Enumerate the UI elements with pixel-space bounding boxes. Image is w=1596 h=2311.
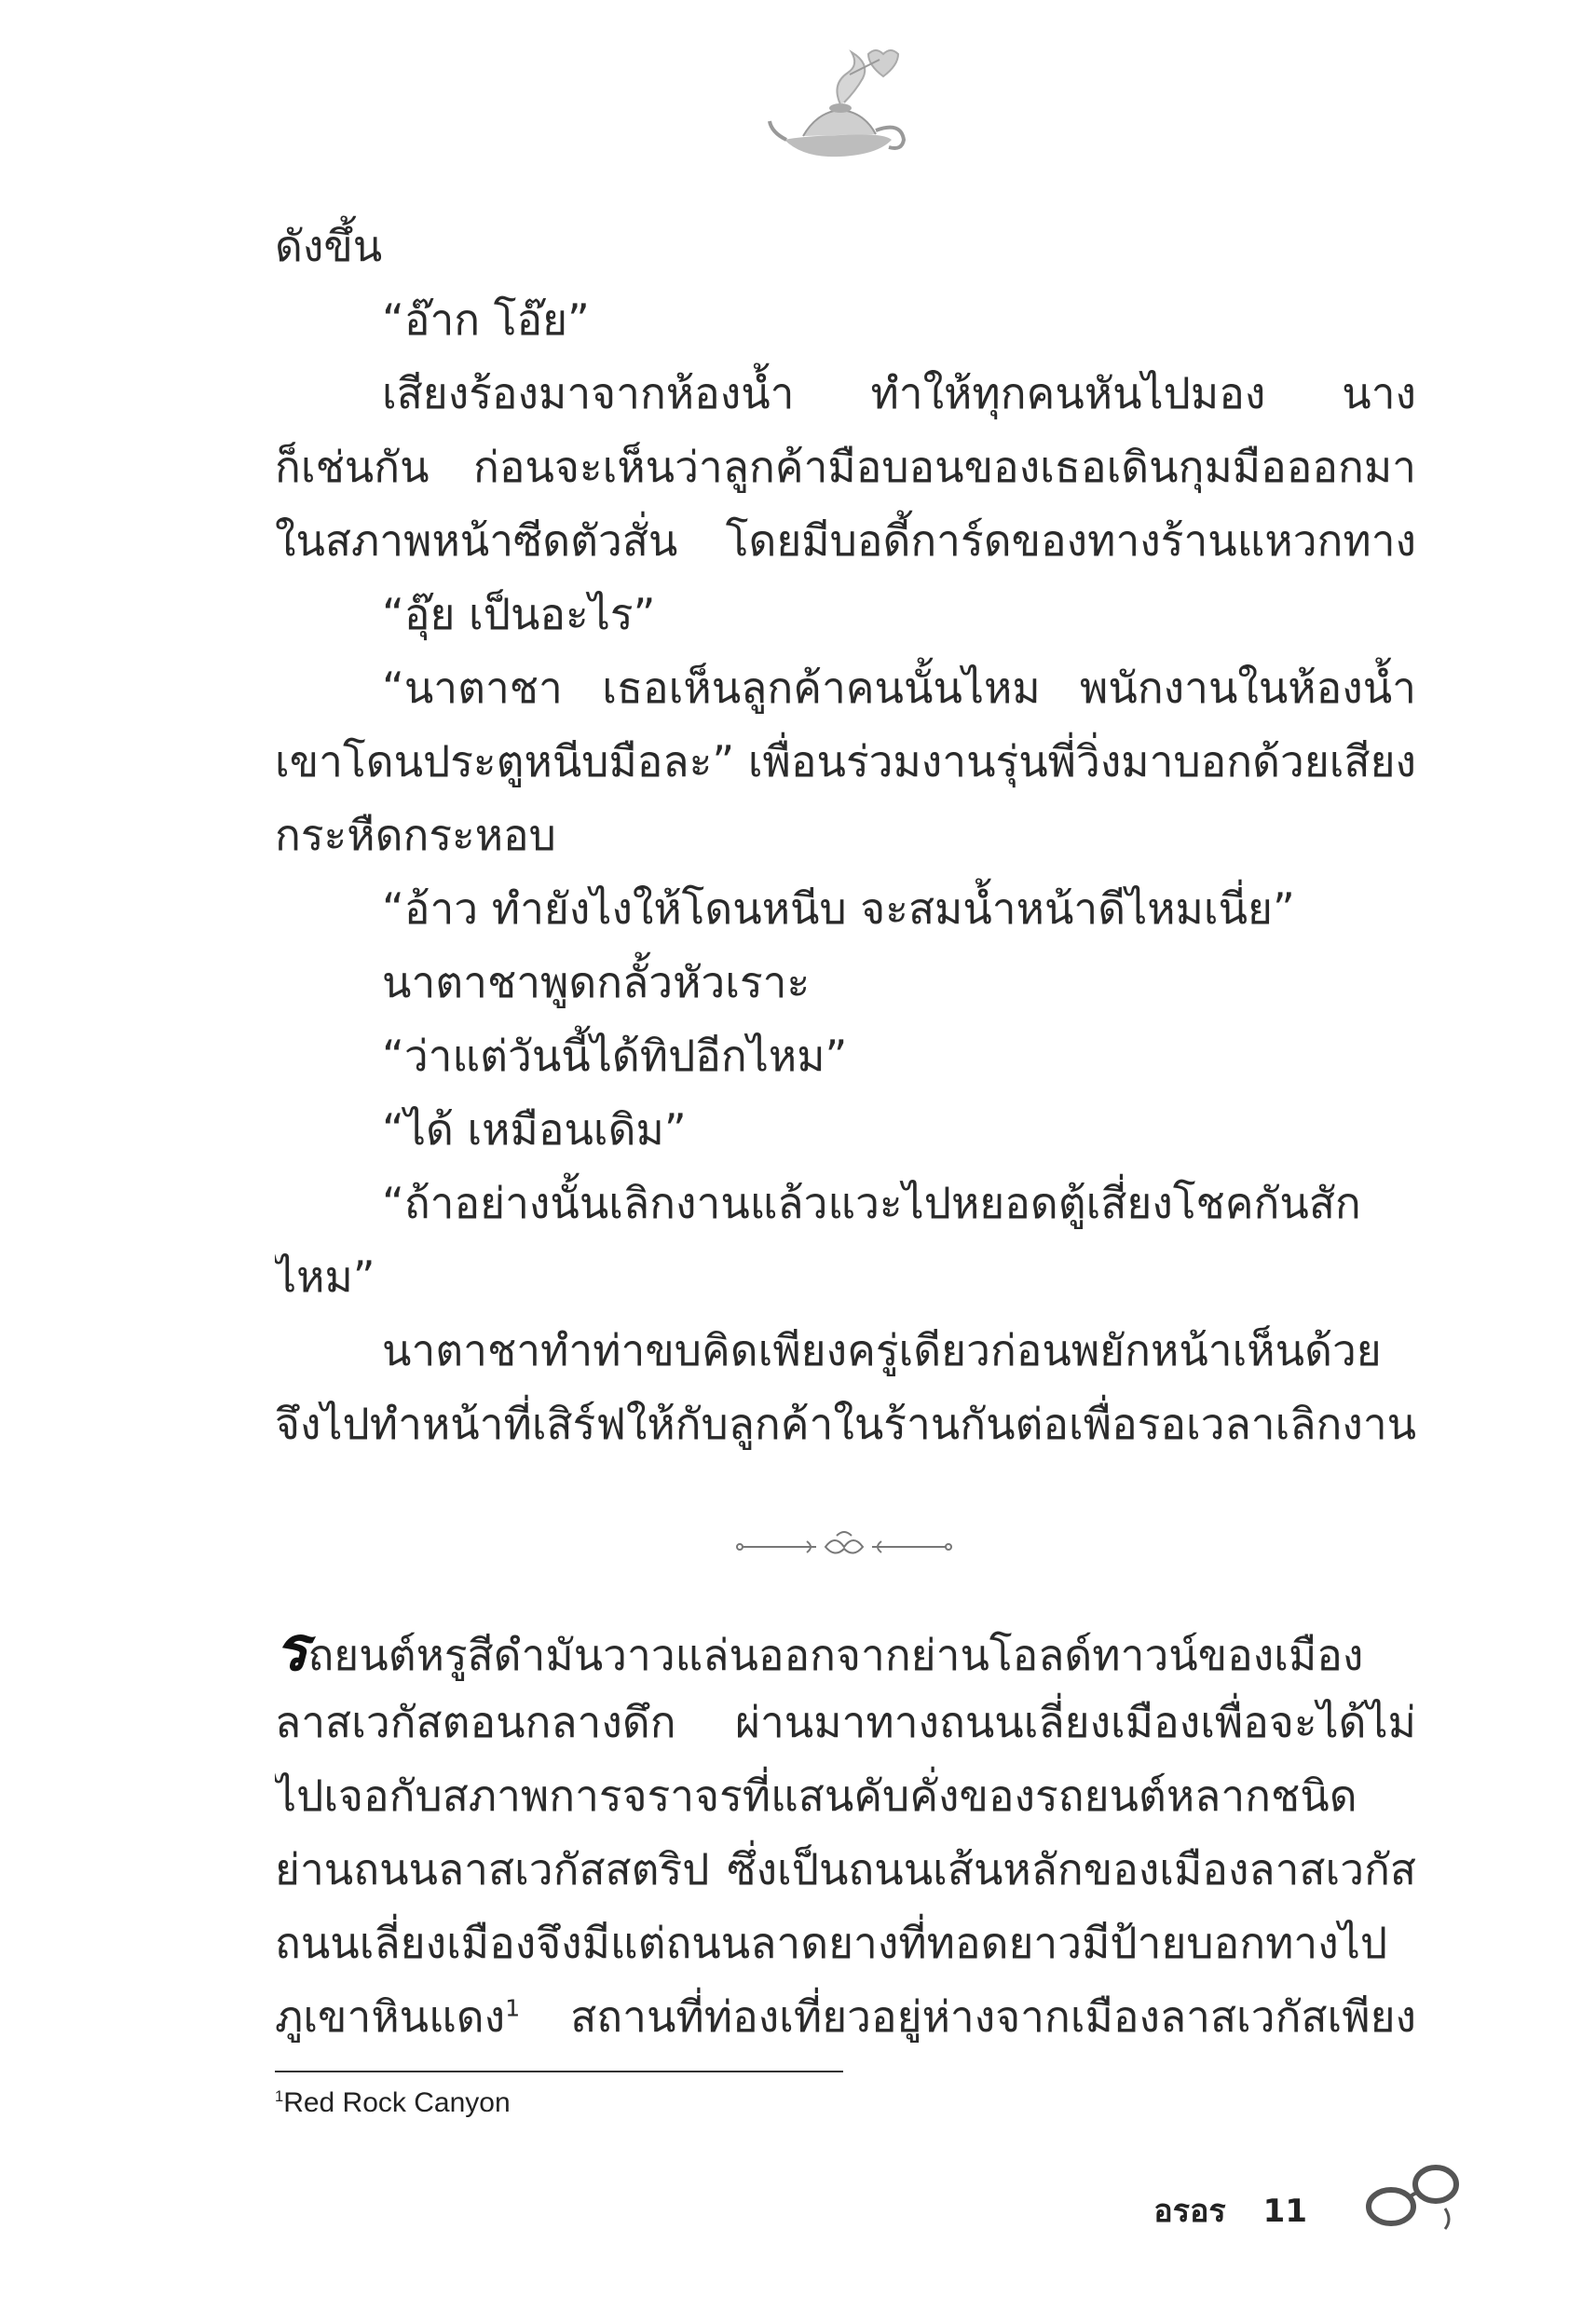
- drop-cap: ร: [275, 1612, 308, 1685]
- page-footer: [1153, 2185, 1307, 2236]
- page-number: 11: [1262, 2193, 1307, 2230]
- body-text-top: [275, 210, 1416, 1461]
- text-line: “ถ้าอย่างนั้นเลิกงานแล้วแวะไปหยอดตู้เสี่ยงโชคกันสัก: [382, 1178, 1361, 1228]
- text-line: “อ๊าก โอ๊ย”: [382, 294, 590, 345]
- ornamental-divider-icon: [732, 1528, 956, 1566]
- text-line: ย่านถนนลาสเวกัสสตริป ซึ่งเป็นถนนเส้นหลักของเมืองลาสเวกัส: [275, 1844, 1416, 1894]
- text-line: ลาสเวกัสตอนกลางดึก ผ่านมาทางถนนเลี่ยงเมืองเพื่อจะได้ไม่: [275, 1697, 1416, 1747]
- text-line: ถนนเลี่ยงเมืองจึงมีแต่ถนนลาดยางที่ทอดยาวมีป้ายบอกทางไป: [275, 1918, 1388, 1968]
- text-line: ในสภาพหน้าซีดตัวสั่น โดยมีบอดี้การ์ดของทางร้านแหวกทาง: [275, 515, 1416, 566]
- text-line: “นาตาชา เธอเห็นลูกค้าคนนั้นไหม พนักงานในห้องน้ำ: [382, 663, 1416, 713]
- footnote-text: Red Rock Canyon: [283, 2087, 511, 2118]
- text-line: นาตาชาพูดกลั้วหัวเราะ: [382, 957, 811, 1007]
- text-line: ภูเขาหินแดง$^1$ สถานที่ท่องเที่ยวอยู่ห่างจากเมืองลาสเวกัสเพียง: [275, 1991, 1416, 2042]
- body-text-section-2: [275, 1612, 1416, 2054]
- text-line: นาตาชาทำท่าขบคิดเพียงครู่เดียวก่อนพยักหน้าเห็นด้วย: [382, 1325, 1382, 1375]
- text-line: เขาโดนประตูหนีบมือละ” เพื่อนร่วมงานรุ่นพี่วิ่งมาบอกด้วยเสียง: [275, 736, 1416, 786]
- text-line: กระหืดกระหอบ: [275, 810, 556, 860]
- text-line: เสียงร้องมาจากห้องน้ำ ทำให้ทุกคนหันไปมอง นาง: [382, 368, 1416, 418]
- text-line: ไหม”: [275, 1251, 375, 1302]
- text-line: “ว่าแต่วันนี้ได้ทิปอีกไหม”: [382, 1031, 848, 1081]
- footnote-divider: [275, 2071, 843, 2072]
- footnote-ref[interactable]: 1: [505, 1994, 521, 2022]
- text-line: จึงไปทำหน้าที่เสิร์ฟให้กับลูกค้าในร้านกันต่อเพื่อรอเวลาเลิกงาน: [275, 1399, 1416, 1449]
- magic-lamp-ornament-icon: [766, 47, 915, 168]
- text-line: “ได้ เหมือนเดิม”: [382, 1104, 687, 1155]
- text-line: ไปเจอกับสภาพการจราจรที่แสนคับคั่งของรถยนต์หลากชนิด: [275, 1771, 1357, 1821]
- book-title: อรอร: [1153, 2193, 1226, 2230]
- handcuffs-icon: [1356, 2153, 1467, 2236]
- text-line: ก็เช่นกัน ก่อนจะเห็นว่าลูกค้ามือบอนของเธอเดินกุมมือออกมา: [275, 442, 1416, 492]
- footnote-marker: 1: [275, 2088, 284, 2105]
- text-line: รถยนต์หรูสีดำมันวาวแล่นออกจากย่านโอลด์ทาวน์ของเมือง: [275, 1612, 1364, 1685]
- text-line: “อุ๊ย เป็นอะไร”: [382, 589, 656, 639]
- text-line: “อ้าว ทำยังไงให้โดนหนีบ จะสมน้ำหน้าดีไหมเนี่ย”: [382, 883, 1295, 934]
- text-line: ดังขึ้น: [275, 221, 383, 271]
- footnote: [275, 2087, 511, 2119]
